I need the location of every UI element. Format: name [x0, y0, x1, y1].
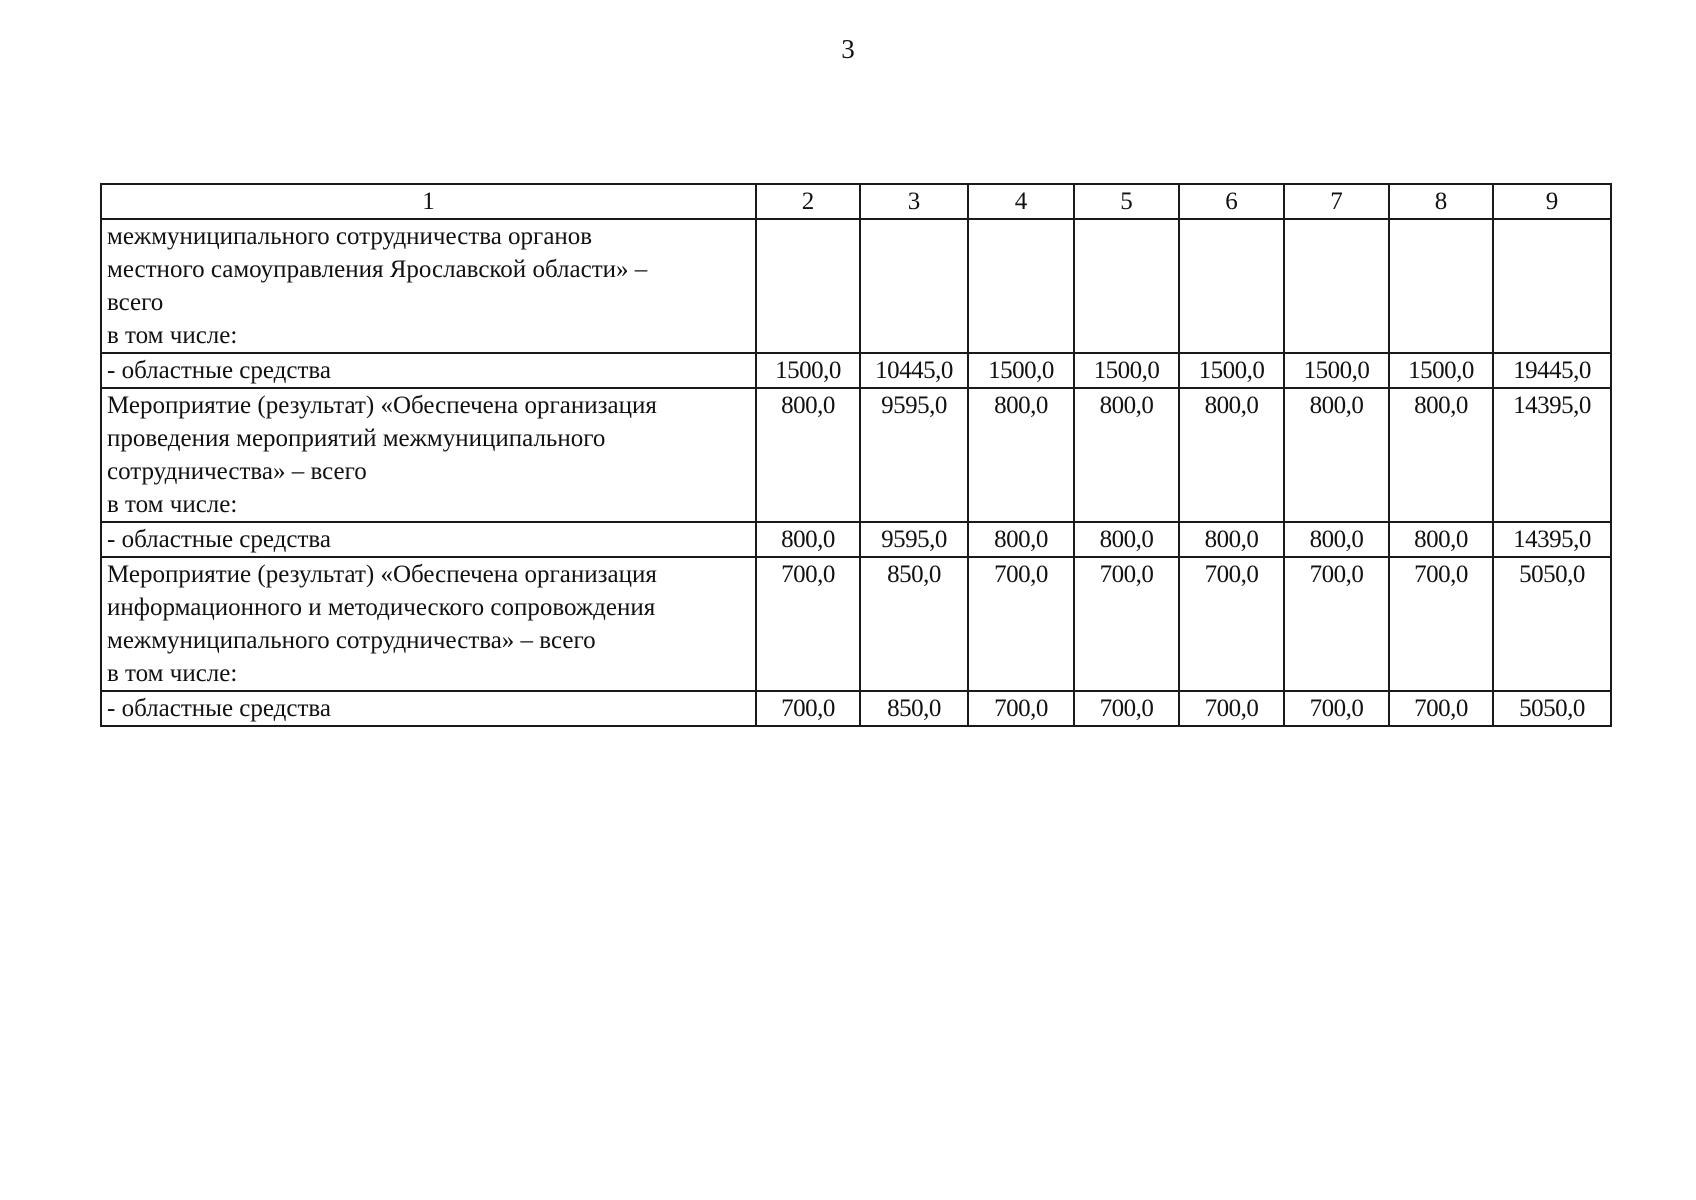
value-cell: 800,0	[1284, 522, 1389, 557]
column-header: 3	[860, 184, 968, 219]
value-cell	[1284, 219, 1389, 353]
value-cell	[860, 219, 968, 353]
column-header: 9	[1493, 184, 1611, 219]
row-label	[101, 353, 756, 388]
value-cell: 10445,0	[860, 353, 968, 388]
value-cell: 700,0	[1389, 691, 1493, 726]
column-header: 5	[1074, 184, 1179, 219]
value-cell: 800,0	[1074, 388, 1179, 522]
value-cell: 800,0	[1389, 522, 1493, 557]
value-cell: 800,0	[756, 522, 860, 557]
value-cell: 700,0	[1284, 691, 1389, 726]
value-cell: 700,0	[968, 557, 1074, 691]
value-cell	[968, 219, 1074, 353]
row-label-line: Мероприятие (результат) «Обеспечена организация	[107, 392, 657, 419]
row-label-line: Мероприятие (результат) «Обеспечена организация	[107, 561, 657, 588]
value-cell: 1500,0	[968, 353, 1074, 388]
row-label-line: местного самоуправления Ярославской области» –	[107, 256, 648, 283]
value-cell: 850,0	[860, 691, 968, 726]
row-label-line: в том числе:	[107, 660, 238, 687]
value-cell: 700,0	[1179, 557, 1284, 691]
value-cell: 800,0	[968, 388, 1074, 522]
value-cell: 800,0	[1179, 522, 1284, 557]
row-label-line: всего	[107, 289, 164, 316]
value-cell: 800,0	[1179, 388, 1284, 522]
row-label-line: проведения мероприятий межмуниципального	[107, 425, 606, 452]
row-label-line: межмуниципального сотрудничества органов	[107, 223, 593, 250]
value-cell: 1500,0	[1074, 353, 1179, 388]
value-cell: 800,0	[1284, 388, 1389, 522]
value-cell: 700,0	[1074, 691, 1179, 726]
value-cell	[756, 219, 860, 353]
value-cell	[1493, 219, 1611, 353]
row-label-line: в том числе:	[107, 322, 238, 349]
value-cell: 14395,0	[1493, 388, 1611, 522]
value-cell: 5050,0	[1493, 691, 1611, 726]
value-cell: 1500,0	[1179, 353, 1284, 388]
column-header: 2	[756, 184, 860, 219]
row-label-line: сотрудничества» – всего	[107, 458, 367, 485]
table-row	[101, 388, 1611, 522]
row-label	[101, 388, 756, 522]
table-row	[101, 522, 1611, 557]
row-label	[101, 522, 756, 557]
table-header-row	[101, 184, 1611, 219]
value-cell: 850,0	[860, 557, 968, 691]
table-row	[101, 219, 1611, 353]
row-label-line: - областные средства	[107, 357, 331, 384]
row-label-line: - областные средства	[107, 526, 331, 553]
table-row	[101, 557, 1611, 691]
value-cell: 700,0	[1389, 557, 1493, 691]
column-header: 4	[968, 184, 1074, 219]
value-cell	[1179, 219, 1284, 353]
value-cell: 19445,0	[1493, 353, 1611, 388]
value-cell: 700,0	[756, 557, 860, 691]
value-cell: 700,0	[968, 691, 1074, 726]
value-cell	[1389, 219, 1493, 353]
row-label-line: информационного и методического сопровождения	[107, 594, 656, 621]
table-row	[101, 691, 1611, 726]
value-cell: 1500,0	[756, 353, 860, 388]
value-cell	[1074, 219, 1179, 353]
row-label	[101, 219, 756, 353]
row-label	[101, 691, 756, 726]
value-cell: 5050,0	[1493, 557, 1611, 691]
value-cell: 700,0	[1074, 557, 1179, 691]
row-label-line: межмуниципального сотрудничества» – всего	[107, 627, 596, 654]
value-cell: 1500,0	[1389, 353, 1493, 388]
page-number: 3	[841, 34, 855, 64]
value-cell: 700,0	[1179, 691, 1284, 726]
value-cell: 800,0	[1389, 388, 1493, 522]
value-cell: 9595,0	[860, 522, 968, 557]
value-cell: 14395,0	[1493, 522, 1611, 557]
row-label	[101, 557, 756, 691]
column-header: 7	[1284, 184, 1389, 219]
budget-table	[100, 183, 1612, 727]
value-cell: 800,0	[756, 388, 860, 522]
table-row	[101, 353, 1611, 388]
value-cell: 9595,0	[860, 388, 968, 522]
value-cell: 800,0	[968, 522, 1074, 557]
column-header: 1	[101, 184, 756, 219]
value-cell: 1500,0	[1284, 353, 1389, 388]
column-header: 8	[1389, 184, 1493, 219]
value-cell: 800,0	[1074, 522, 1179, 557]
row-label-line: в том числе:	[107, 491, 238, 518]
value-cell: 700,0	[756, 691, 860, 726]
column-header: 6	[1179, 184, 1284, 219]
row-label-line: - областные средства	[107, 695, 331, 722]
value-cell: 700,0	[1284, 557, 1389, 691]
